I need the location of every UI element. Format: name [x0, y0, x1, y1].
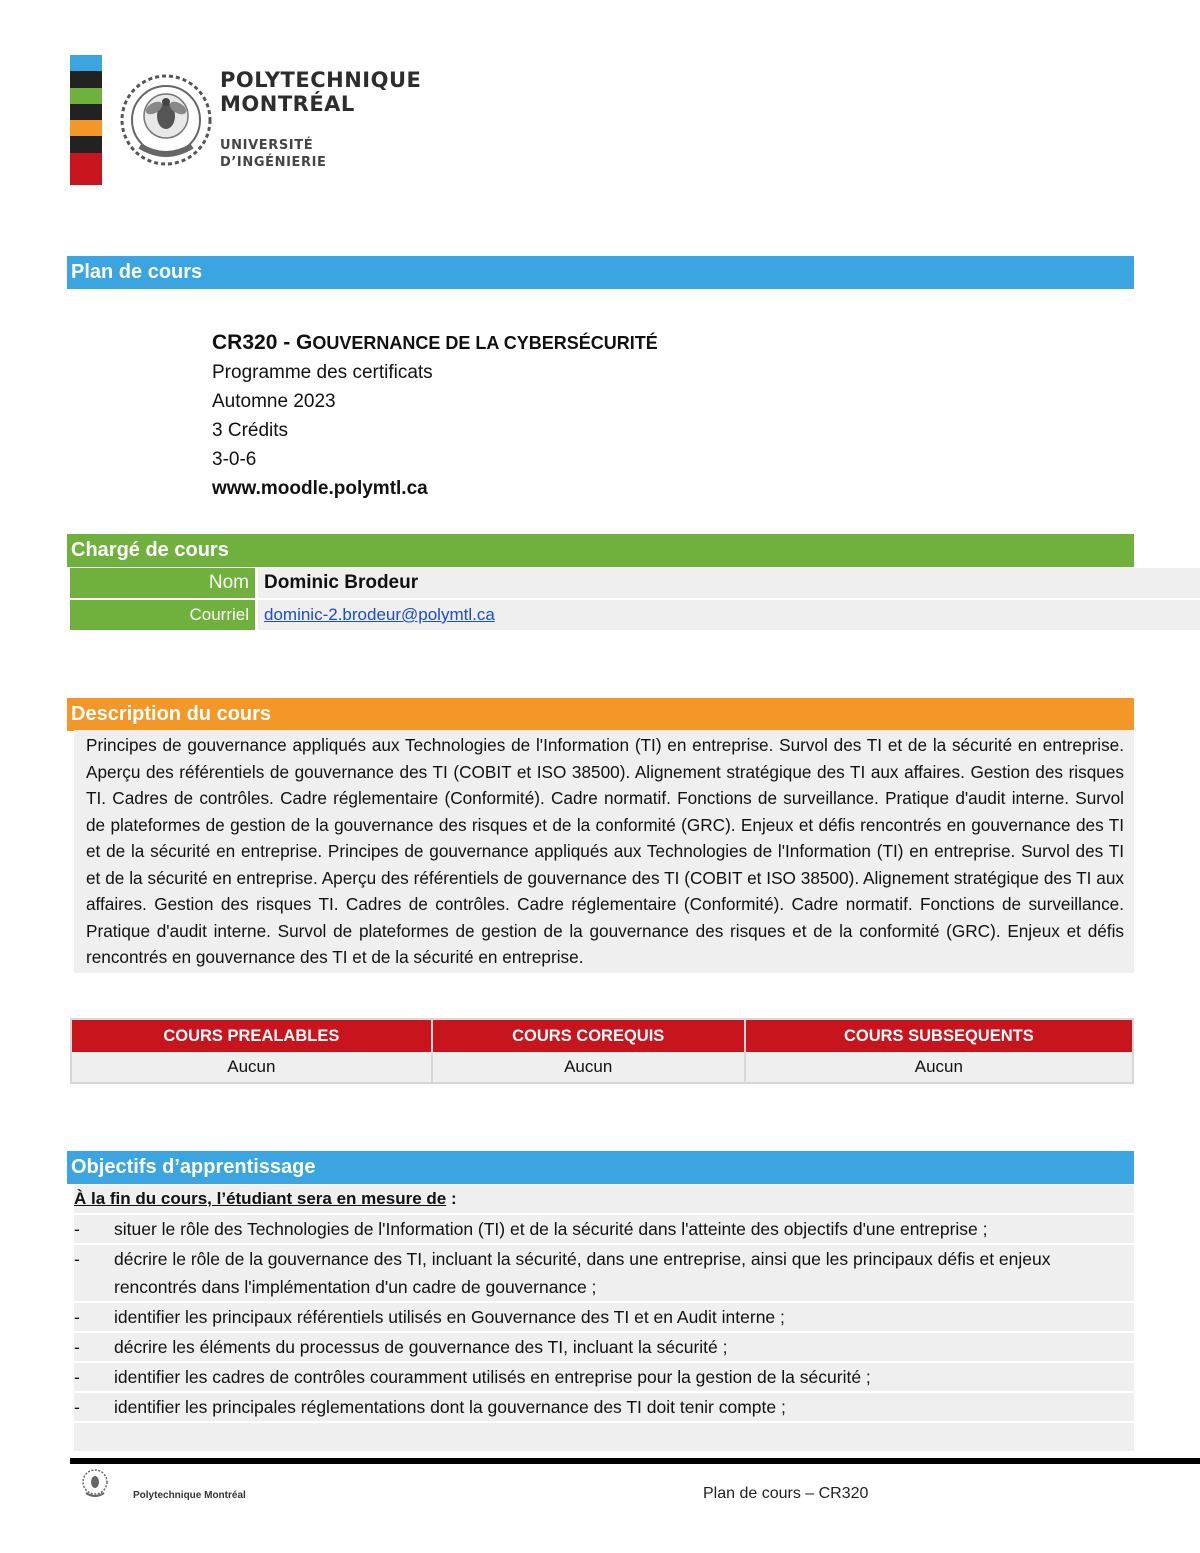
objective-text: décrire le rôle de la gouvernance des TI, incluant la sécurité, dans une entreprise, ainsi que les principaux défis et enjeux rencontrés dans l'implémentation d'un cadre de gouvernance ; [114, 1249, 1051, 1297]
course-term: Automne 2023 [212, 391, 336, 412]
objective-dash: - [74, 1367, 80, 1387]
objective-text: identifier les principaux référentiels utilisés en Gouvernance des TI et en Audit interne ; [114, 1307, 785, 1327]
logo-sub-line1: UNIVERSITÉ [220, 138, 314, 153]
objective-item [74, 1303, 1134, 1331]
footer-seal-icon [80, 1467, 110, 1501]
polytechnique-seal-logo [118, 72, 214, 168]
logo-name-line1: POLYTECHNIQUE [220, 68, 422, 92]
footer-institution: Polytechnique Montréal [133, 1490, 246, 1501]
prerequisites-value: Aucun [71, 1052, 432, 1083]
course-title [212, 328, 658, 358]
prerequisites-header: COURS PREALABLES [71, 1019, 432, 1052]
objective-item [74, 1393, 1134, 1421]
course-title-rest: OUVERNANCE DE LA CYBERSÉCURITÉ [312, 333, 658, 353]
course-program: Programme des certificats [212, 362, 433, 383]
plan-section-header: Plan de cours [67, 256, 1134, 289]
footer-divider [70, 1458, 1200, 1464]
objectives-intro [74, 1185, 1134, 1213]
objective-text: identifier les cadres de contrôles couramment utilisés en entreprise pour la gestion de la sécurité ; [114, 1367, 871, 1387]
objective-dash: - [74, 1249, 80, 1269]
lecturer-name-row [70, 568, 1200, 598]
lecturer-email-link[interactable]: dominic-2.brodeur@polymtl.ca [258, 600, 1200, 630]
objective-text: décrire les éléments du processus de gouvernance des TI, incluant la sécurité ; [114, 1337, 728, 1357]
objectives-list [74, 1185, 1134, 1451]
lecturer-name-value: Dominic Brodeur [258, 568, 1200, 598]
logo-name [220, 68, 421, 116]
lecturer-section-header: Chargé de cours [67, 534, 1134, 567]
course-website[interactable]: www.moodle.polymtl.ca [212, 478, 428, 499]
prerequisites-table [70, 1018, 1134, 1084]
description-section-header: Description du cours [67, 698, 1134, 731]
course-description: Principes de gouvernance appliqués aux Technologies de l'Information (TI) en entreprise. Survol des TI et de la sécurité en entreprise. Aperçu des référentiels de gouvernance des TI (COBIT et ISO 38500). Alignement stratégique des TI aux affaires. Gestion des risques TI. Cadres de contrôles. Cadre réglementaire (Conformité). Cadre normatif. Fonctions de surveillance. Pratique d'audit interne. Survol de plateformes de gestion de la gouvernance des risques et de la conformité (GRC). Enjeux et défis rencontrés en gouvernance des TI et de la sécurité en entreprise. Principes de gouvernance appliqués aux Technologies de l'Information (TI) en entreprise. Survol des TI et de la sécurité en entreprise. Aperçu des référentiels de gouvernance des TI (COBIT et ISO 38500). Alignement stratégique des TI aux affaires. Gestion des risques TI. Cadres de contrôles. Cadre réglementaire (Conformité). Cadre normatif. Fonctions de surveillance. Pratique d'audit interne. Survol de plateformes de gestion de la gouvernance des risques et de la conformité (GRC). Enjeux et défis rencontrés en gouvernance des TI et de la sécurité en entreprise. [74, 730, 1134, 973]
objectives-section-header: Objectifs d’apprentissage [67, 1151, 1134, 1184]
logo-sub-line2: D’INGÉNIERIE [220, 155, 327, 170]
subsequent-header: COURS SUBSEQUENTS [745, 1019, 1133, 1052]
course-hours: 3-0-6 [212, 449, 257, 470]
footer-doc-title: Plan de cours – CR320 [703, 1485, 869, 1502]
course-code: CR320 - [212, 331, 297, 354]
course-credits: 3 Crédits [212, 420, 289, 441]
corequisites-header: COURS COREQUIS [432, 1019, 745, 1052]
objective-item [74, 1363, 1134, 1391]
lecturer-email-row [70, 600, 1200, 630]
objectives-intro-text: À la fin du cours, l’étudiant sera en mesure de [74, 1189, 447, 1208]
corequisites-value: Aucun [432, 1052, 745, 1083]
objectives-intro-colon: : [446, 1189, 457, 1208]
objective-item [74, 1245, 1134, 1301]
logo-subtitle [220, 137, 327, 171]
objective-text: situer le rôle des Technologies de l'Information (TI) et de la sécurité dans l'atteinte des objectifs d'une entreprise ; [114, 1219, 988, 1239]
objective-item [74, 1333, 1134, 1361]
prerequisites-header-row [71, 1019, 1133, 1052]
subsequent-value: Aucun [745, 1052, 1133, 1083]
lecturer-email-label: Courriel [70, 600, 255, 630]
objective-dash: - [74, 1337, 80, 1357]
course-title-initial: G [296, 331, 313, 354]
lecturer-name-label: Nom [70, 568, 255, 598]
objective-dash: - [74, 1219, 80, 1239]
course-info [212, 328, 658, 503]
objective-dash: - [74, 1307, 80, 1327]
logo-color-bar [70, 55, 102, 185]
prerequisites-value-row [71, 1052, 1133, 1083]
objective-dash: - [74, 1397, 80, 1417]
objective-text: identifier les principales réglementations dont la gouvernance des TI doit tenir compte ; [114, 1397, 786, 1417]
logo-name-line2: MONTRÉAL [220, 92, 355, 116]
objective-item [74, 1215, 1134, 1243]
objectives-blank-row [74, 1423, 1134, 1451]
